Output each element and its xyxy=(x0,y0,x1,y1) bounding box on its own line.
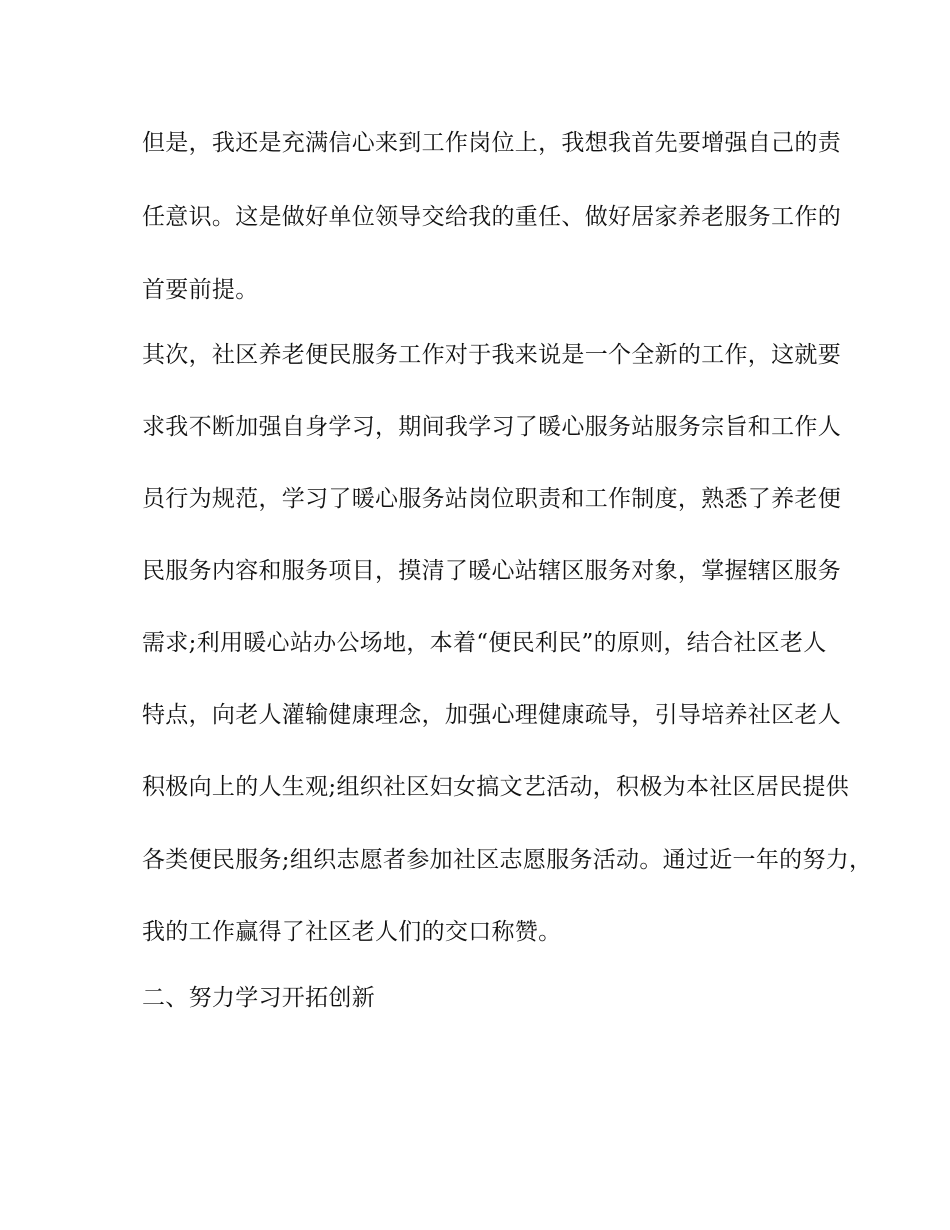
paragraph-1-line-2: 任意识。这是做好单位领导交给我的重任、做好居家养老服务工作的 xyxy=(142,204,841,230)
paragraph-1-line-3: 首要前提。 xyxy=(142,277,259,303)
paragraph-2-line-6: 特点，向老人灌输健康理念，加强心理健康疏导，引导培养社区老人 xyxy=(142,702,841,728)
paragraph-2-line-1: 其次，社区养老便民服务工作对于我来说是一个全新的工作，这就要 xyxy=(142,342,841,368)
paragraph-2-line-7: 积极向上的人生观;组织社区妇女搞文艺活动，积极为本社区居民提供 xyxy=(142,774,850,800)
section-heading: 二、努力学习开拓创新 xyxy=(142,985,375,1011)
paragraph-2-line-4: 民服务内容和服务项目，摸清了暖心站辖区服务对象，掌握辖区服务 xyxy=(142,558,841,584)
paragraph-2-line-8: 各类便民服务;组织志愿者参加社区志愿服务活动。通过近一年的努力， xyxy=(142,847,873,873)
paragraph-2-line-3: 员行为规范，学习了暖心服务站岗位职责和工作制度，熟悉了养老便 xyxy=(142,486,841,512)
paragraph-2-line-2: 求我不断加强自身学习，期间我学习了暖心服务站服务宗旨和工作人 xyxy=(142,414,841,440)
paragraph-2-line-5: 需求;利用暖心站办公场地，本着“便民利民”的原则，结合社区老人 xyxy=(142,630,827,656)
paragraph-1-line-1: 但是，我还是充满信心来到工作岗位上，我想我首先要增强自己的责 xyxy=(142,130,841,156)
paragraph-2-line-9: 我的工作赢得了社区老人们的交口称赞。 xyxy=(142,919,562,945)
